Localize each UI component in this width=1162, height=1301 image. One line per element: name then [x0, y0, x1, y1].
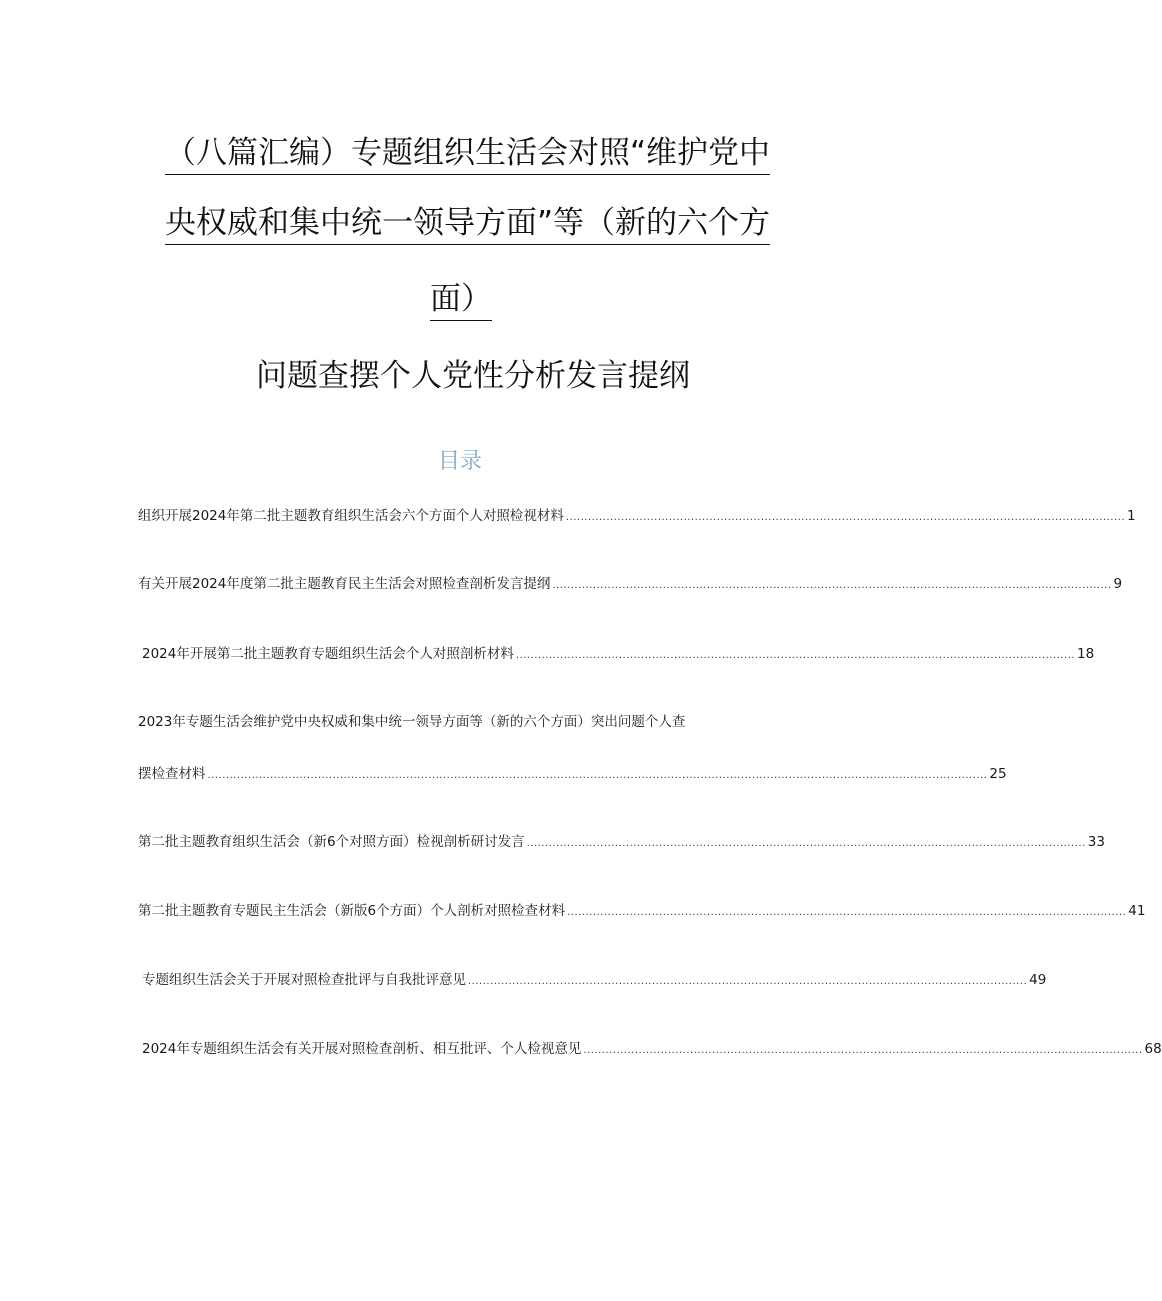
toc-entry-title: 摆检查材料	[138, 766, 206, 782]
toc-page-number: 9	[1113, 576, 1123, 592]
toc-entry-title: 2024年专题组织生活会有关开展对照检查剖析、相互批评、个人检视意见	[142, 1041, 582, 1057]
toc-entry-title: 2024年开展第二批主题教育专题组织生活会个人对照剖析材料	[142, 646, 514, 662]
toc-leader-dots: ........................................................................................................................................................	[526, 838, 1086, 849]
toc-page-number: 1	[1127, 508, 1136, 524]
toc-heading: 目录	[437, 449, 482, 474]
toc-leader-dots: ........................................................................................................................................................	[567, 907, 1127, 918]
toc-entry-3[interactable]	[142, 644, 1095, 664]
toc-entry-4[interactable]	[138, 764, 1007, 784]
toc-leader-dots: ........................................................................................................................................................	[583, 1045, 1143, 1056]
toc-leader-dots: ........................................................................................................................................................	[565, 512, 1126, 523]
title-line-3: 面）	[430, 280, 492, 321]
toc-leader-dots: ........................................................................................................................................................	[552, 580, 1112, 591]
toc-page-number: 25	[989, 766, 1007, 782]
toc-page-number: 33	[1087, 834, 1105, 850]
title-line-1: （八篇汇编）专题组织生活会对照“维护党中	[165, 134, 770, 175]
toc-entry-title: 组织开展2024年第二批主题教育组织生活会六个方面个人对照检视材料	[138, 508, 564, 524]
toc-entry-title: 专题组织生活会关于开展对照检查批评与自我批评意见	[142, 972, 466, 988]
toc-page-number: 68	[1144, 1041, 1162, 1057]
title-line-2: 央权威和集中统一领导方面”等（新的六个方	[165, 204, 770, 245]
toc-page-number: 18	[1077, 646, 1095, 662]
toc-entry-5[interactable]	[138, 832, 1105, 852]
toc-entry-1[interactable]	[138, 506, 1136, 526]
toc-leader-dots: ....................................................................................................................................................................................................................	[207, 770, 988, 781]
toc-entry-title: 第二批主题教育组织生活会（新6个对照方面）检视剖析研讨发言	[138, 834, 525, 850]
toc-leader-dots: ........................................................................................................................................................	[515, 650, 1076, 661]
toc-page-number: 41	[1128, 903, 1146, 919]
document-subtitle: 问题查摆个人党性分析发言提纲	[256, 358, 690, 394]
toc-entry-title: 有关开展2024年度第二批主题教育民主生活会对照检查剖析发言提纲	[138, 576, 551, 592]
toc-entry-title: 第二批主题教育专题民主生活会（新版6个方面）个人剖析对照检查材料	[138, 903, 566, 919]
toc-leader-dots: ........................................................................................................................................................	[468, 976, 1028, 987]
toc-entry-2[interactable]	[138, 574, 1123, 594]
toc-entry-6[interactable]	[138, 901, 1146, 921]
toc-entry-7[interactable]	[142, 970, 1047, 990]
toc-entry-4-line-1[interactable]: 2023年专题生活会维护党中央权威和集中统一领导方面等（新的六个方面）突出问题个人查	[138, 714, 686, 730]
toc-entry-8[interactable]	[142, 1039, 1162, 1059]
toc-page-number: 49	[1029, 972, 1047, 988]
